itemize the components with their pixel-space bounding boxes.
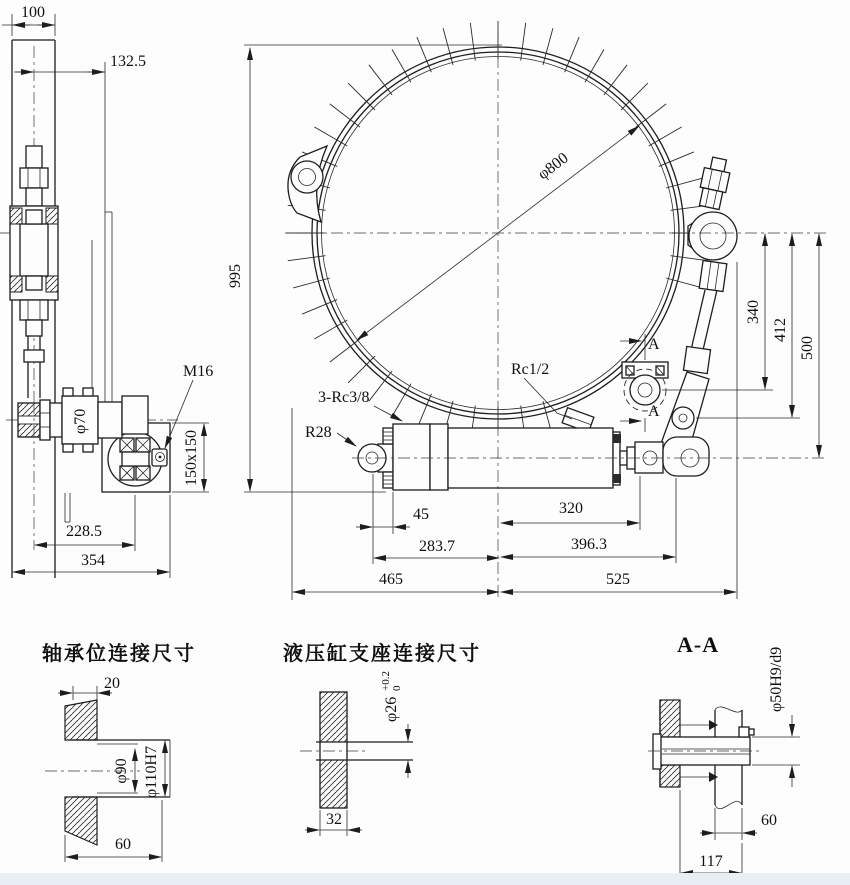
section-aa-title: A-A — [677, 632, 720, 657]
hydraulic-cylinder — [358, 424, 709, 490]
pivot-hub-assembly — [6, 388, 178, 522]
detail-cylinder-support — [283, 641, 481, 836]
dim-60-label: 60 — [115, 836, 131, 853]
dim-396-3-label: 396.3 — [571, 536, 607, 553]
dim-phi26-label: φ26 — [383, 696, 400, 722]
dim-phi50-label: φ50H9/d9 — [768, 646, 785, 712]
dim-500-label: 500 — [799, 336, 816, 360]
dim-phi110-label: φ110H7 — [143, 745, 160, 799]
dim-phi26-tol-lower: 0 — [391, 685, 403, 691]
m16-label: M16 — [183, 363, 214, 380]
section-a-a-view — [648, 632, 800, 878]
dim-100 — [2, 4, 55, 36]
dim-995 — [227, 45, 502, 492]
dim-132-5-label: 132.5 — [110, 53, 146, 70]
detail-bearing-title: 轴承位连接尺寸 — [42, 643, 196, 665]
cylinder-head — [393, 424, 430, 490]
dim-283-7-label: 283.7 — [419, 538, 455, 555]
dim-phi800-label: φ800 — [534, 149, 572, 184]
pivot-pin — [630, 375, 660, 405]
dim-32-label: 32 — [326, 811, 342, 828]
tensioner-nut — [699, 260, 727, 291]
rod-link-plate — [663, 437, 709, 476]
dim-phi70-label: φ70 — [72, 408, 89, 434]
link-pin — [672, 407, 694, 429]
dim-aa-60-label: 60 — [761, 812, 777, 829]
tensioner-bolt — [697, 156, 733, 210]
section-a-top-label: A — [648, 336, 660, 353]
dim-phi26-group — [380, 671, 403, 722]
dim-20-label: 20 — [104, 675, 120, 692]
dim-995-label: 995 — [227, 264, 244, 288]
dim-117-label: 117 — [699, 853, 723, 870]
dim-354-label: 354 — [81, 552, 105, 569]
dim-45-label: 45 — [413, 506, 429, 523]
section-a-bottom-label: A — [648, 403, 660, 420]
screenshot-bottom-strip — [0, 873, 850, 885]
side-view-band-edge — [0, 4, 213, 578]
dim-465-label: 465 — [379, 571, 403, 588]
tensioner-eye-ring — [689, 212, 737, 260]
dim-150x150-label: 150x150 — [183, 430, 200, 486]
detail-support-title: 液压缸支座连接尺寸 — [283, 643, 481, 665]
label-rc12: Rc1/2 — [511, 361, 550, 378]
label-3-rc38: 3-Rc3/8 — [318, 389, 370, 406]
band-anchor-lug — [288, 146, 327, 222]
dim-100-label: 100 — [21, 4, 45, 21]
dim-phi26-tol-upper: +0.2 — [380, 671, 392, 691]
dim-412-label: 412 — [772, 318, 789, 342]
rod-end-block — [635, 442, 663, 473]
dim-phi90-label: φ90 — [113, 758, 130, 784]
band-tensioner — [683, 156, 737, 374]
dim-150x150 — [172, 423, 209, 492]
dim-320-label: 320 — [559, 500, 583, 517]
tension-rod-assembly — [10, 146, 58, 398]
label-r28: R28 — [305, 424, 332, 441]
grease-fitting — [739, 727, 749, 737]
dim-340-label: 340 — [745, 300, 762, 324]
detail-bearing-seat — [42, 641, 196, 862]
dim-525-label: 525 — [606, 571, 630, 588]
dim-228-5-label: 228.5 — [66, 523, 102, 540]
